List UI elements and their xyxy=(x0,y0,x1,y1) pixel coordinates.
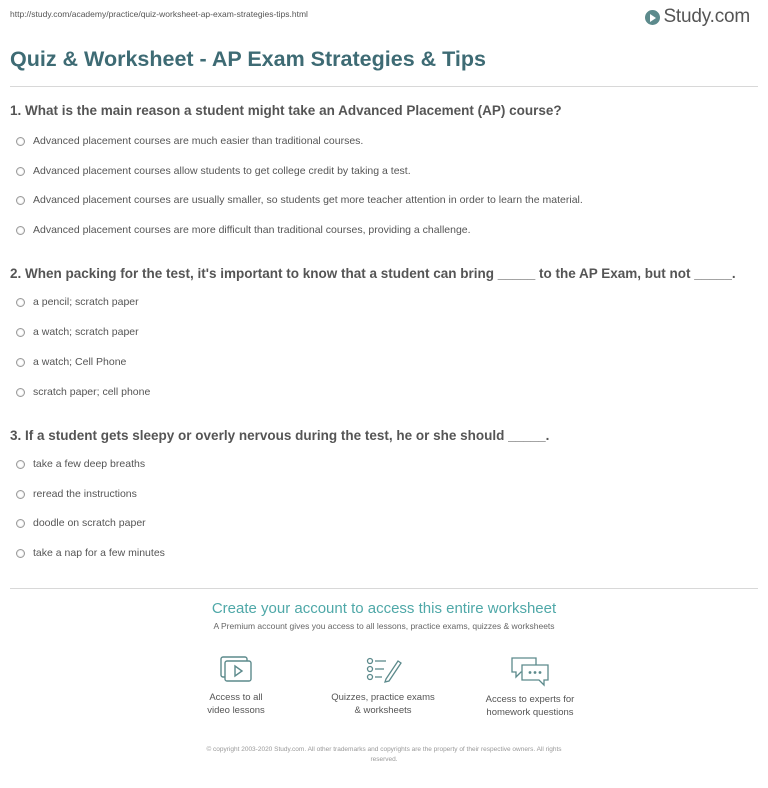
option-label: doodle on scratch paper xyxy=(33,517,146,529)
option-label: Advanced placement courses are more difficult than traditional courses, providing a challenge. xyxy=(33,224,471,236)
page-title: Quiz & Worksheet - AP Exam Strategies & Tips xyxy=(10,47,486,71)
option-label: a pencil; scratch paper xyxy=(33,296,139,308)
option-label: a watch; Cell Phone xyxy=(33,356,127,368)
radio-button-icon[interactable] xyxy=(16,328,25,337)
page-url: http://study.com/academy/practice/quiz-worksheet-ap-exam-strategies-tips.html xyxy=(10,9,308,19)
option-label: reread the instructions xyxy=(33,488,137,500)
radio-button-icon[interactable] xyxy=(16,358,25,367)
question-text: 2. When packing for the test, it's important to know that a student can bring _____ to the AP Exam, but not _____. xyxy=(10,266,736,281)
radio-button-icon[interactable] xyxy=(16,519,25,528)
question-1 xyxy=(10,103,758,243)
feature-line: Access to all xyxy=(209,692,263,703)
radio-button-icon[interactable] xyxy=(16,137,25,146)
feature-line: Access to experts for xyxy=(485,694,575,705)
feature-line: video lessons xyxy=(207,705,265,716)
answer-option[interactable] xyxy=(16,135,363,147)
chat-experts-icon xyxy=(510,655,550,687)
answer-option[interactable] xyxy=(16,517,146,529)
answer-option[interactable] xyxy=(16,194,583,206)
copyright-footer xyxy=(140,745,628,765)
cta-subtitle: A Premium account gives you access to all lessons, practice exams, quizzes & worksheets xyxy=(213,621,555,631)
footer-line: reserved. xyxy=(370,756,398,763)
study-logo[interactable] xyxy=(645,6,750,28)
feature-line: & worksheets xyxy=(354,705,412,716)
premium-features xyxy=(0,655,768,735)
logo-text: Study.com xyxy=(663,6,750,27)
radio-button-icon[interactable] xyxy=(16,388,25,397)
title-divider xyxy=(10,86,758,87)
section-divider xyxy=(10,588,758,589)
answer-option[interactable] xyxy=(16,488,137,500)
option-label: take a few deep breaths xyxy=(33,458,146,470)
answer-option[interactable] xyxy=(16,165,411,177)
answer-option[interactable] xyxy=(16,386,150,398)
quiz-checklist-icon xyxy=(364,655,402,685)
question-text: 3. If a student gets sleepy or overly nervous during the test, he or she should _____. xyxy=(10,428,550,443)
option-label: Advanced placement courses allow students to get college credit by taking a test. xyxy=(33,165,411,177)
answer-option[interactable] xyxy=(16,224,471,236)
feature-experts xyxy=(460,655,600,719)
question-2 xyxy=(10,266,758,406)
answer-option[interactable] xyxy=(16,458,145,470)
radio-button-icon[interactable] xyxy=(16,298,25,307)
option-label: take a nap for a few minutes xyxy=(33,547,165,559)
radio-button-icon[interactable] xyxy=(16,549,25,558)
footer-line: © copyright 2003-2020 Study.com. All other trademarks and copyrights are the property of their respective owners. All rights xyxy=(206,746,562,753)
answer-option[interactable] xyxy=(16,296,139,308)
video-lessons-icon xyxy=(218,655,254,685)
study-logo-icon xyxy=(645,10,660,25)
question-text: 1. What is the main reason a student might take an Advanced Placement (AP) course? xyxy=(10,103,562,118)
answer-option[interactable] xyxy=(16,356,126,368)
cta-title[interactable]: Create your account to access this entire worksheet xyxy=(211,600,557,617)
feature-video-lessons xyxy=(166,655,306,717)
option-label: Advanced placement courses are much easier than traditional courses. xyxy=(33,135,364,147)
question-3 xyxy=(10,428,758,568)
radio-button-icon[interactable] xyxy=(16,167,25,176)
radio-button-icon[interactable] xyxy=(16,460,25,469)
answer-option[interactable] xyxy=(16,547,165,559)
signup-callout xyxy=(0,600,768,631)
option-label: Advanced placement courses are usually smaller, so students get more teacher attention in order to learn the material. xyxy=(33,194,583,206)
feature-line: homework questions xyxy=(486,707,574,718)
answer-option[interactable] xyxy=(16,326,139,338)
radio-button-icon[interactable] xyxy=(16,490,25,499)
option-label: scratch paper; cell phone xyxy=(33,386,151,398)
feature-quizzes xyxy=(313,655,453,717)
feature-line: Quizzes, practice exams xyxy=(331,692,435,703)
radio-button-icon[interactable] xyxy=(16,226,25,235)
top-bar xyxy=(0,0,768,34)
option-label: a watch; scratch paper xyxy=(33,326,139,338)
radio-button-icon[interactable] xyxy=(16,196,25,205)
